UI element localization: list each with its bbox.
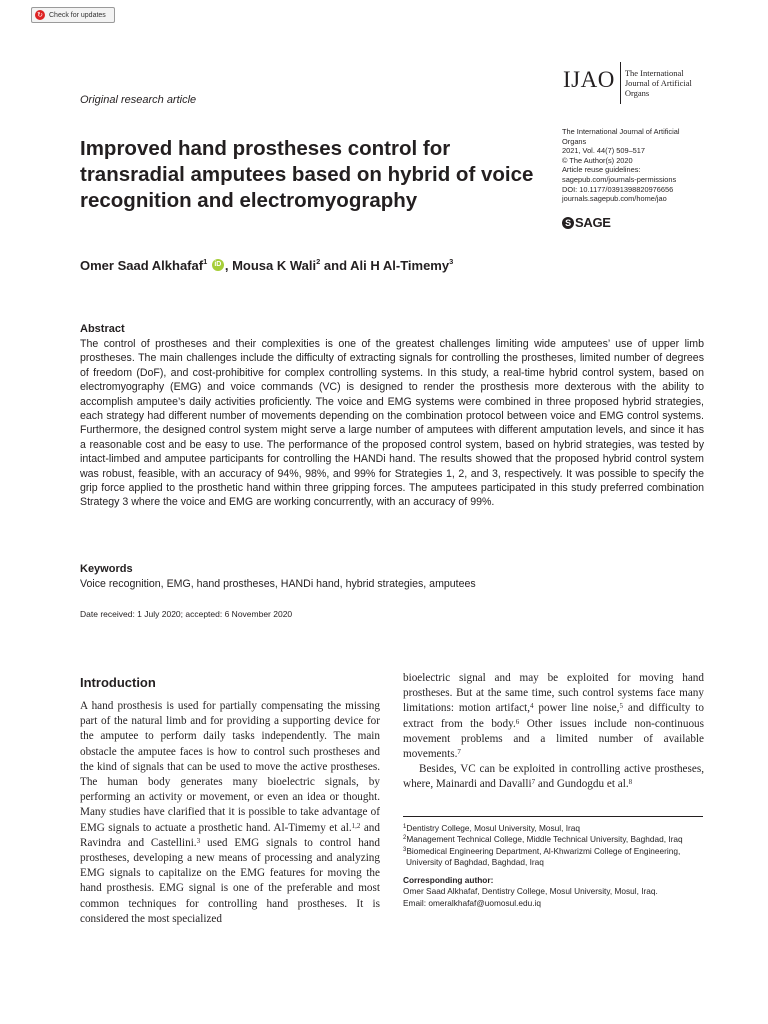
body-text: bioelectric signal and may be exploited for moving hand prostheses. But at the same time, such control systems face many limitations: motion artifact, xyxy=(403,672,704,715)
abstract-text: The control of prostheses and their complexities is one of the greatest challenges limiting wide amputees’ use of upper limb prostheses. The main challenges include the difficulty of extracting signals for controlling the prostheses, limited number of degrees of freedom (DoF), and cost-prohibitive for complex controlling systems. In this study, a real-time hybrid control system, based on electromyography (EMG) and voice commands (VC) is designed to render the prosthesis more dexterous with the ability to accomplish amputee’s daily activities proficiently. The voice and EMG systems were combined in three proposed hybrid strategies, each strategy had different number of movements depending on the combination protocol between voice and EMG control systems. Furthermore, the designed control system might serve a large number of amputees with different amputation levels, and since it has a reasonable cost and be easy to use. The performance of the proposed control system, based on hybrid strategies, was tested by intact-limbed and amputee participants for controlling the HANDi hand. The results showed that the proposed hybrid control system was robust, feasible, with an accuracy of 94%, 98%, and 99% for Strategies 1, 2, and 3, respectively. It was possible to specify the grip force applied to the prosthetic hand within three gripping forces. The amputees participated in this study preferred combination Strategy 3 where the voice and EMG are working concurrently, with an accuracy of 99%. xyxy=(80,338,704,509)
publisher-name: SAGE xyxy=(575,215,611,230)
body-column-left xyxy=(80,699,380,927)
meta-journal-title-cont: Organs xyxy=(562,136,587,146)
body-text: and difficulty to extract from the body. xyxy=(403,702,704,730)
citation-ref[interactable]: 4 xyxy=(530,702,534,711)
body-text: power line noise, xyxy=(533,702,620,715)
citation-ref[interactable]: 6 xyxy=(515,717,520,726)
corresponding-author-email[interactable]: Email: omeralkhafaf@uomosul.edu.iq xyxy=(403,897,542,908)
journal-abbreviation: IJAO xyxy=(563,67,615,92)
body-paragraph xyxy=(80,699,380,927)
keywords-text: Voice recognition, EMG, hand prostheses, HANDi hand, hybrid strategies, amputees xyxy=(80,578,476,590)
journal-name xyxy=(621,66,711,104)
affiliations-footnotes xyxy=(403,823,703,909)
affiliation-text: Dentistry College, Mosul University, Mosul, Iraq xyxy=(406,823,581,833)
citation-ref[interactable]: 5 xyxy=(619,702,623,711)
citation-ref[interactable]: 7 xyxy=(531,778,536,787)
journal-name-line: The International xyxy=(624,68,684,78)
corresponding-author-text: Omer Saad Alkhafaf, Dentistry College, Mosul University, Mosul, Iraq. xyxy=(403,886,658,897)
body-text: and Ravindra and Castellini. xyxy=(80,821,380,849)
journal-logo xyxy=(563,66,711,104)
keywords-heading: Keywords xyxy=(80,563,133,575)
citation-ref[interactable]: 7 xyxy=(457,748,461,757)
meta-volume: 2021, Vol. 44(7) 509–517 xyxy=(562,146,646,156)
journal-name-line: Journal of Artificial xyxy=(624,78,692,88)
check-for-updates-badge[interactable] xyxy=(31,7,115,23)
article-type: Original research article xyxy=(80,94,197,106)
meta-journal-link[interactable]: journals.sagepub.com/home/jao xyxy=(562,194,667,204)
citation-ref[interactable]: 1,2 xyxy=(351,821,361,830)
body-column-right xyxy=(403,671,704,793)
sage-s-icon: S xyxy=(562,217,574,229)
affiliation-footnote xyxy=(403,823,703,834)
date-received: Date received: 1 July 2020; accepted: 6 November 2020 xyxy=(80,609,293,619)
affiliation-marker: 3 xyxy=(403,846,407,853)
article-title: Improved hand prostheses control for transradial amputees based on hybrid of voice recognition and electromyography xyxy=(80,137,534,212)
meta-copyright: © The Author(s) 2020 xyxy=(562,155,633,165)
body-paragraph xyxy=(403,671,704,762)
body-text: and Gundogdu et al. xyxy=(535,778,629,791)
abstract-heading: Abstract xyxy=(80,323,125,335)
citation-ref[interactable]: 8 xyxy=(628,778,633,787)
meta-journal-title: The International Journal of Artificial xyxy=(562,127,680,136)
journal-name-line: Organs xyxy=(624,88,650,98)
author-name: , Mousa K Wali xyxy=(224,258,317,273)
journal-metadata xyxy=(562,127,712,204)
affiliation-footnote xyxy=(403,834,703,845)
affiliation-marker: 1 xyxy=(403,824,407,830)
citation-ref[interactable]: 3 xyxy=(196,836,201,845)
affiliation-text: Management Technical College, Middle Technical University, Baghdad, Iraq xyxy=(406,834,683,845)
affiliation-footnote xyxy=(403,846,703,869)
author-name: Omer Saad Alkhafaf xyxy=(80,258,204,273)
affiliation-marker: 2 xyxy=(316,257,321,266)
orcid-icon[interactable]: iD xyxy=(212,259,224,271)
introduction-heading: Introduction xyxy=(80,675,156,690)
corresponding-author-heading: Corresponding author: xyxy=(403,875,494,886)
check-for-updates-label: Check for updates xyxy=(49,11,106,19)
affiliation-marker: 1 xyxy=(203,257,208,266)
affiliation-marker: 2 xyxy=(403,835,407,842)
body-text: A hand prosthesis is used for partially compensating the missing part of the natural limb and for providing a supporting device for the amputee to perform daily tasks independently. The main obstacle the amputee faces is how to control such prostheses and the kind of signals that can be used to move the active prostheses. The human body generates many bioelectric signals, by performing an activity or movement, or even an idea or thought. Many studies have clarified that it is possible to take advantage of EMG signals to actuate a prosthetic hand. Al-Timemy et al. xyxy=(80,700,380,834)
meta-doi[interactable]: DOI: 10.1177/0391398820976656 xyxy=(562,184,674,194)
publisher-logo xyxy=(562,215,611,230)
footnote-divider xyxy=(403,816,703,817)
meta-permissions-link[interactable]: sagepub.com/journals-permissions xyxy=(562,174,677,184)
meta-reuse-label: Article reuse guidelines: xyxy=(562,165,641,175)
affiliation-text: Biomedical Engineering Department, Al-Khwarizmi College of Engineering, University of Baghdad, Baghdad, Iraq xyxy=(406,845,681,867)
author-list xyxy=(80,258,453,273)
affiliation-marker: 3 xyxy=(449,257,454,266)
body-text: Besides, VC can be exploited in controlling active prostheses, where, Mainardi and Davalli xyxy=(403,763,704,791)
body-text: used EMG signals to control hand prostheses, developing a new means of processing and analyzing EMG signals to capitalize on the EMG features for moving the hand prosthesis. EMG signal is one of the preferable and most common techniques for controlling hand prostheses. It is considered the most specialized xyxy=(80,836,380,925)
author-name: and Ali H Al-Timemy xyxy=(320,258,450,273)
refresh-icon: ↻ xyxy=(35,10,45,20)
body-paragraph xyxy=(403,762,704,792)
body-text: Other issues include non-continuous movement problems and a limited number of available movements. xyxy=(403,717,704,761)
